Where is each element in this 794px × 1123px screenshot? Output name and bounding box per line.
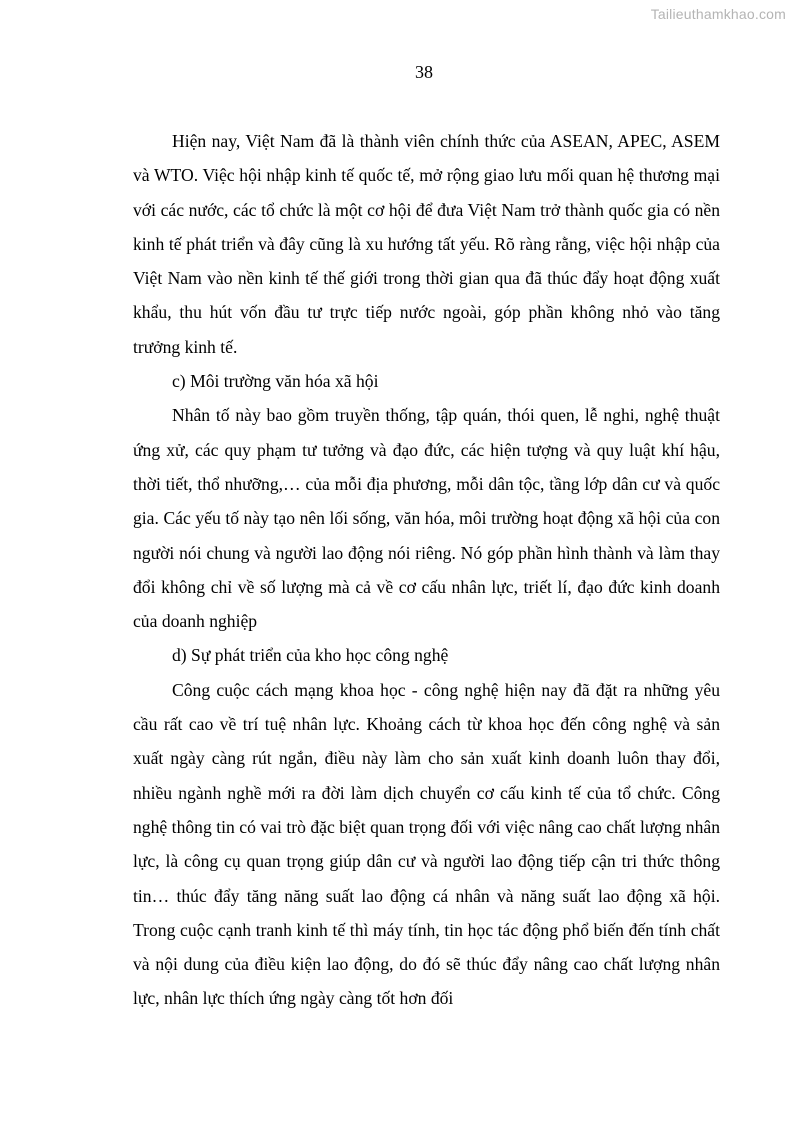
paragraph-integration: Hiện nay, Việt Nam đã là thành viên chính thức của ASEAN, APEC, ASEM và WTO. Việc hội nhập kinh tế quốc tế, mở rộng giao lưu mối quan hệ thương mại với các nước, các tổ chức là một cơ hội để đưa Việt Nam trở thành quốc gia có nền kinh tế phát triển và đây cũng là xu hướng tất yếu. Rõ ràng rằng, việc hội nhập của Việt Nam vào nền kinh tế thế giới trong thời gian qua đã thúc đẩy hoạt động xuất khẩu, thu hút vốn đầu tư trực tiếp nước ngoài, góp phần không nhỏ vào tăng trưởng kinh tế. (133, 131, 720, 357)
heading-science-technology: d) Sự phát triển của kho học công nghệ (172, 645, 449, 666)
page-number: 38 (415, 62, 433, 82)
paragraph-cultural-factors: Nhân tố này bao gồm truyền thống, tập quán, thói quen, lễ nghi, nghệ thuật ứng xử, các quy phạm tư tưởng và đạo đức, các hiện tượng và quy luật khí hậu, thời tiết, thổ nhưỡng,… của mỗi địa phương, mỗi dân tộc, tầng lớp dân cư và quốc gia. Các yếu tố này tạo nên lối sống, văn hóa, môi trường hoạt động xã hội của con người nói chung và người lao động nói riêng. Nó góp phần hình thành và làm thay đổi không chỉ về số lượng mà cả về cơ cấu nhân lực, triết lí, đạo đức kinh doanh của doanh nghiệp (133, 405, 720, 632)
heading-cultural-environment: c) Môi trường văn hóa xã hội (172, 371, 379, 392)
paragraph-technology-revolution: Công cuộc cách mạng khoa học - công nghệ hiện nay đã đặt ra những yêu cầu rất cao về trí tuệ nhân lực. Khoảng cách từ khoa học đến công nghệ và sản xuất ngày càng rút ngắn, điều này làm cho sản xuất kinh doanh luôn thay đổi, nhiều ngành nghề mới ra đời làm dịch chuyển cơ cấu kinh tế của tổ chức. Công nghệ thông tin có vai trò đặc biệt quan trọng đối với việc nâng cao chất lượng nhân lực, là công cụ quan trọng giúp dân cư và người lao động tiếp cận tri thức thông tin… thúc đẩy tăng năng suất lao động cá nhân và năng suất lao động xã hội. Trong cuộc cạnh tranh kinh tế thì máy tính, tin học tác động phổ biến đến tính chất và nội dung của điều kiện lao động, do đó sẽ thúc đẩy nâng cao chất lượng nhân lực, nhân lực thích ứng ngày càng tốt hơn đối (133, 679, 720, 1009)
document-body (133, 124, 720, 1016)
watermark-text: Tailieuthamkhao.com (650, 6, 786, 22)
